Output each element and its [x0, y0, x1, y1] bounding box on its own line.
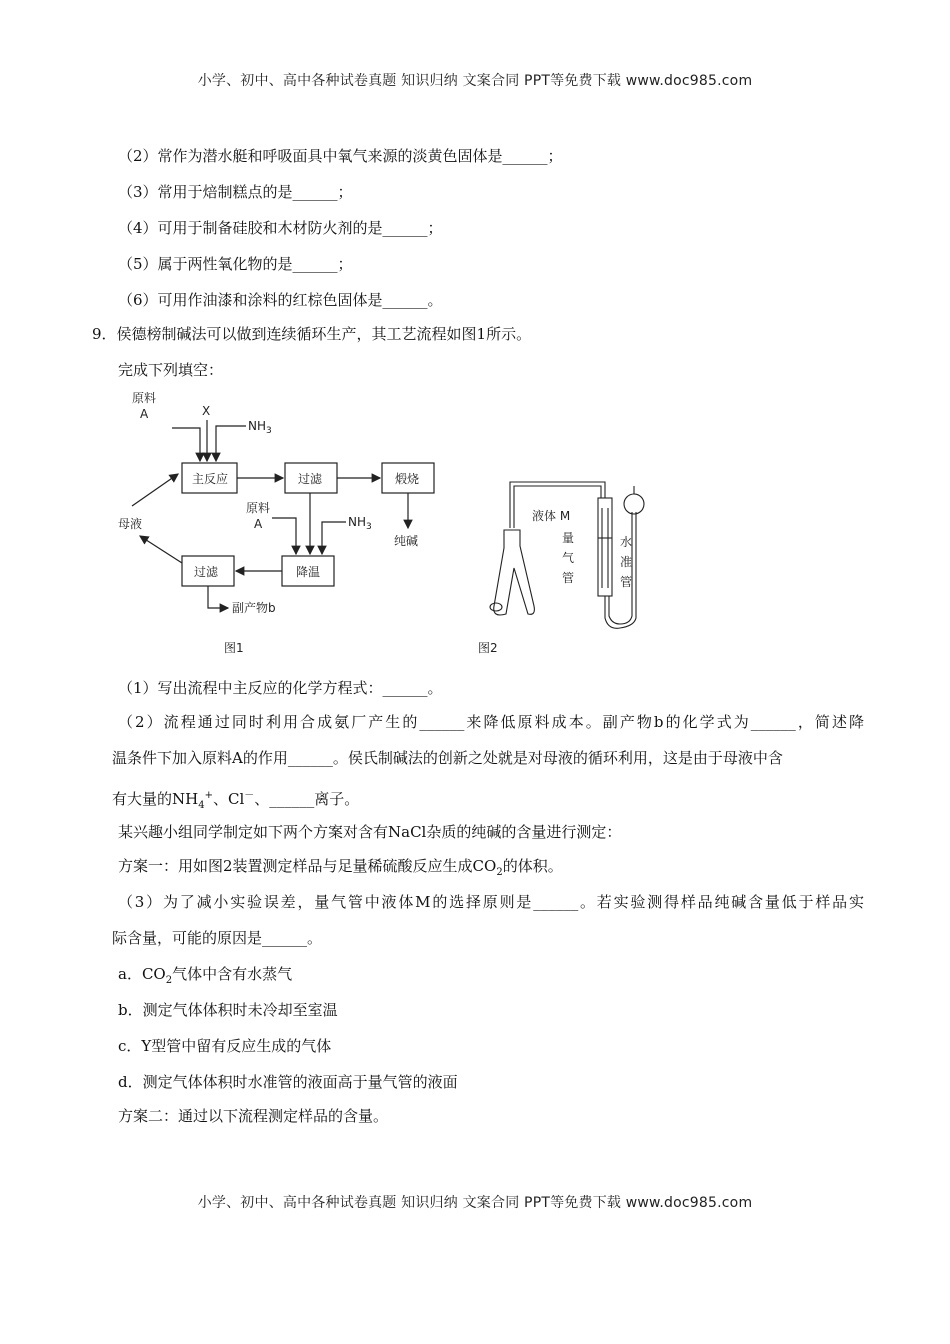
page-header: 小学、初中、高中各种试卷真题 知识归纳 文案合同 PPT等免费下载 www.doc985.com: [197, 73, 753, 89]
fig1-mother-label: 母液: [118, 517, 143, 531]
q9-part-3-line-1: （3）为了减小实验误差，量气管中液体M的选择原则是______。若实验测得样品纯碱含量低于样品实: [118, 893, 864, 911]
option-c: c．Y型管中留有反应生成的气体: [118, 1037, 332, 1055]
option-a: a．$CO_2$气体中含有水蒸气: [118, 965, 293, 986]
q8-item-5: （5）属于两性氧化物的是______；: [118, 255, 353, 273]
fig2-gas-tube-3: 管: [562, 571, 575, 585]
q9-part-1: （1）写出流程中主反应的化学方程式：______。: [118, 679, 443, 697]
figure-1-flowchart: [100, 388, 460, 658]
fig2-caption: 图2: [478, 641, 498, 655]
fig2-gas-tube-2: 气: [562, 551, 575, 565]
fig1-main-label: 主反应: [192, 472, 229, 486]
fig2-water-tube-3: 管: [620, 575, 633, 589]
fig2-liquid-label: 液体 M: [532, 509, 571, 523]
fig1-calcine-label: 煅烧: [395, 472, 420, 486]
intro-text: 某兴趣小组同学制定如下两个方案对含有NaCl杂质的纯碱的含量进行测定：: [118, 823, 622, 841]
fig1-raw-a2-bottom: A: [254, 517, 263, 531]
q8-item-6: （6）可用作油漆和涂料的红棕色固体是______。: [118, 291, 443, 309]
fig1-raw-a2-top: 原料: [246, 501, 271, 515]
figure-2-apparatus: [478, 468, 648, 658]
q8-item-4: （4）可用于制备硅胶和木材防火剂的是______；: [118, 219, 443, 237]
fig1-cool-label: 降温: [296, 565, 321, 579]
fig2-gas-tube-1: 量: [562, 531, 575, 545]
q9-part-2-line-3: 有大量的$NH_4^+$、Cl－、______离子。: [112, 790, 360, 811]
fig1-raw-a1-top: 原料: [132, 391, 157, 405]
plan-1: 方案一：用如图2装置测定样品与足量稀硫酸反应生成$CO_2$的体积。: [118, 857, 563, 878]
fig1-byproduct-label: 副产物b: [232, 601, 276, 615]
fig1-nh3-1: $NH_3$: [248, 419, 272, 436]
page-footer: 小学、初中、高中各种试卷真题 知识归纳 文案合同 PPT等免费下载 www.doc985.com: [197, 1195, 753, 1211]
fig2-water-tube-2: 准: [620, 555, 633, 569]
plan-2: 方案二：通过以下流程测定样品的含量。: [118, 1107, 389, 1125]
q9-part-3-line-2: 际含量，可能的原因是______。: [112, 929, 323, 947]
fig1-soda-label: 纯碱: [394, 534, 419, 548]
option-d: d．测定气体体积时水准管的液面高于量气管的液面: [118, 1073, 458, 1091]
fig1-nh3-2: $NH_3$: [348, 515, 372, 532]
fig1-raw-a1-bottom: A: [140, 407, 149, 421]
fig1-filter2-label: 过滤: [194, 565, 219, 579]
option-b: b．测定气体体积时未冷却至室温: [118, 1001, 338, 1019]
q9-title: 9．侯德榜制碱法可以做到连续循环生产，其工艺流程如图1所示。: [92, 325, 532, 343]
fig1-caption: 图1: [224, 641, 244, 655]
fig1-filter1-label: 过滤: [298, 472, 323, 486]
q9-part-2-line-2: 温条件下加入原料A的作用______。侯氏制碱法的创新之处就是对母液的循环利用，这是由于母液中含: [112, 749, 783, 767]
fig2-water-tube-1: 水: [620, 535, 633, 549]
q8-item-2: （2）常作为潜水艇和呼吸面具中氧气来源的淡黄色固体是______；: [118, 147, 563, 165]
fig1-x-label: X: [202, 404, 211, 418]
q8-item-3: （3）常用于焙制糕点的是______；: [118, 183, 353, 201]
q9-part-2-line-1: （2）流程通过同时利用合成氨厂产生的______来降低原料成本。副产物b的化学式为______，简述降: [118, 713, 864, 731]
q9-instruction: 完成下列填空：: [118, 361, 224, 379]
